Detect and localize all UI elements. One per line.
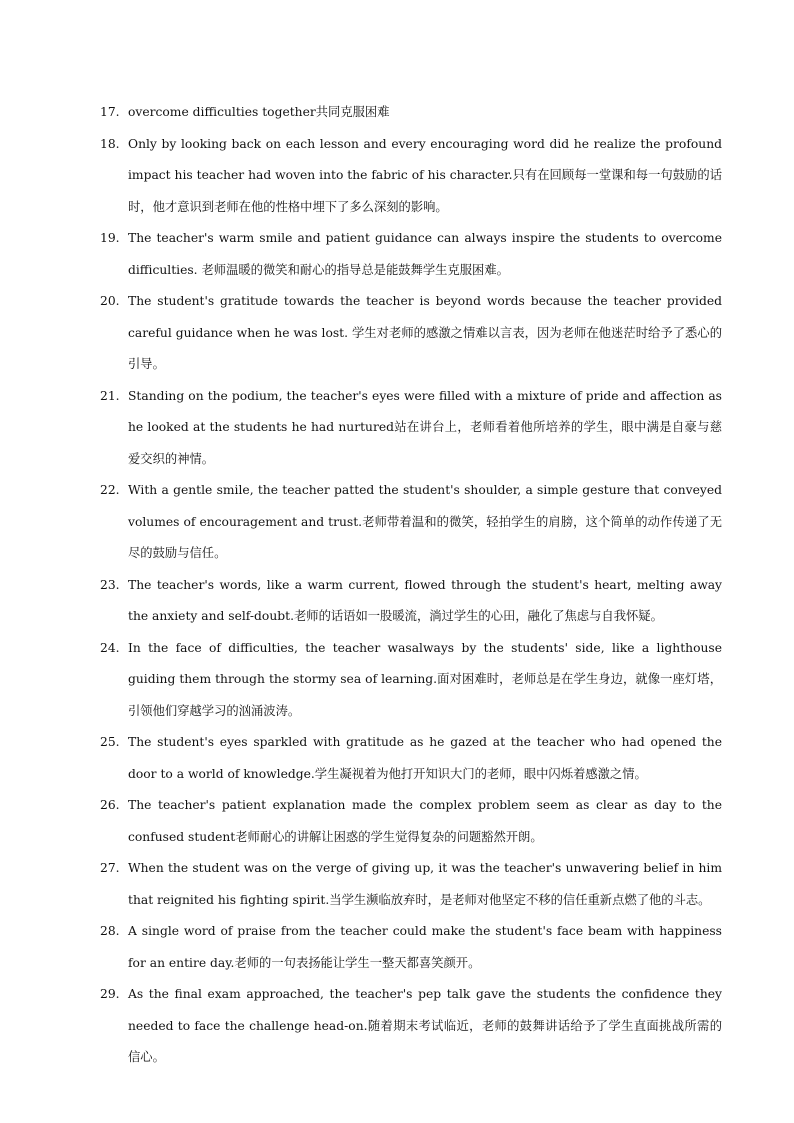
item-number: 29.	[100, 987, 120, 1001]
list-item	[100, 979, 722, 1074]
item-text: Only by looking back on each lesson and every encouraging word did he realize the profound impact his teacher had woven into the fabric of his character.只有在回顾每一堂课和每一句鼓励的话时，他才意识到老师在他的性格中埋下了多么深刻的影响。	[128, 136, 722, 214]
list-item	[100, 475, 722, 570]
item-number: 19.	[100, 231, 120, 245]
item-text: The teacher's patient explanation made the complex problem seem as clear as day to the confused student老师耐心的讲解让困惑的学生觉得复杂的问题豁然开朗。	[128, 798, 722, 844]
list-item	[100, 633, 722, 728]
item-number: 27.	[100, 861, 120, 875]
item-number: 24.	[100, 640, 120, 655]
item-text: A single word of praise from the teacher could make the student's face beam with happiness for an entire day.老师的一句表扬能让学生一整天都喜笑颜开。	[128, 924, 722, 970]
list-item	[100, 381, 722, 476]
list-item	[100, 223, 722, 286]
item-text: The student's gratitude towards the teacher is beyond words because the teacher provided careful guidance when he was lost. 学生对老师的感激之情难以言表，因为老师在他迷茫时给予了悉心的引导。	[128, 294, 722, 371]
list-item	[100, 129, 722, 224]
item-text: With a gentle smile, the teacher patted the student's shoulder, a simple gesture that conveyed volumes of encouragement and trust.老师带着温和的微笑，轻拍学生的肩膀，这个简单的动作传递了无尽的鼓励与信任。	[128, 483, 722, 560]
item-number: 23.	[100, 577, 120, 592]
item-number: 21.	[100, 388, 120, 403]
list-item	[100, 916, 722, 979]
item-number: 20.	[100, 294, 120, 308]
item-number: 28.	[100, 924, 120, 938]
item-text: When the student was on the verge of giving up, it was the teacher's unwavering belief in him that reignited his fighting spirit.当学生濒临放弃时，是老师对他坚定不移的信任重新点燃了他的斗志。	[128, 861, 722, 907]
sentence-list	[100, 97, 722, 1074]
item-text: The student's eyes sparkled with gratitude as he gazed at the teacher who had opened the door to a world of knowledge.学生凝视着为他打开知识大门的老师，眼中闪烁着感激之情。	[128, 735, 722, 781]
list-item	[100, 727, 722, 790]
item-number: 25.	[100, 735, 120, 749]
item-number: 22.	[100, 483, 120, 497]
item-text: Standing on the podium, the teacher's eyes were filled with a mixture of pride and affection as he looked at the students he had nurtured站在讲台上，老师看着他所培养的学生，眼中满是自豪与慈爱交织的神情。	[128, 388, 722, 466]
item-text: As the final exam approached, the teacher's pep talk gave the students the confidence they needed to face the challenge head-on.随着期末考试临近，老师的鼓舞讲话给予了学生直面挑战所需的信心。	[128, 987, 722, 1064]
item-number: 26.	[100, 798, 120, 812]
list-item	[100, 853, 722, 916]
item-number: 17.	[100, 105, 120, 119]
item-text: The teacher's words, like a warm current, flowed through the student's heart, melting away the anxiety and self-doubt.老师的话语如一股暖流，淌过学生的心田，融化了焦虑与自我怀疑。	[128, 577, 722, 623]
list-item	[100, 97, 722, 129]
item-number: 18.	[100, 136, 120, 151]
list-item	[100, 286, 722, 381]
item-text: In the face of difficulties, the teacher wasalways by the students' side, like a lighthouse guiding them through the stormy sea of learning.面对困难时，老师总是在学生身边，就像一座灯塔，引领他们穿越学习的汹涌波涛。	[128, 640, 722, 718]
list-item	[100, 570, 722, 633]
item-text: overcome difficulties together共同克服困难	[128, 105, 390, 119]
list-item	[100, 790, 722, 853]
item-text: The teacher's warm smile and patient guidance can always inspire the students to overcome difficulties. 老师温暖的微笑和耐心的指导总是能鼓舞学生克服困难。	[128, 231, 722, 277]
